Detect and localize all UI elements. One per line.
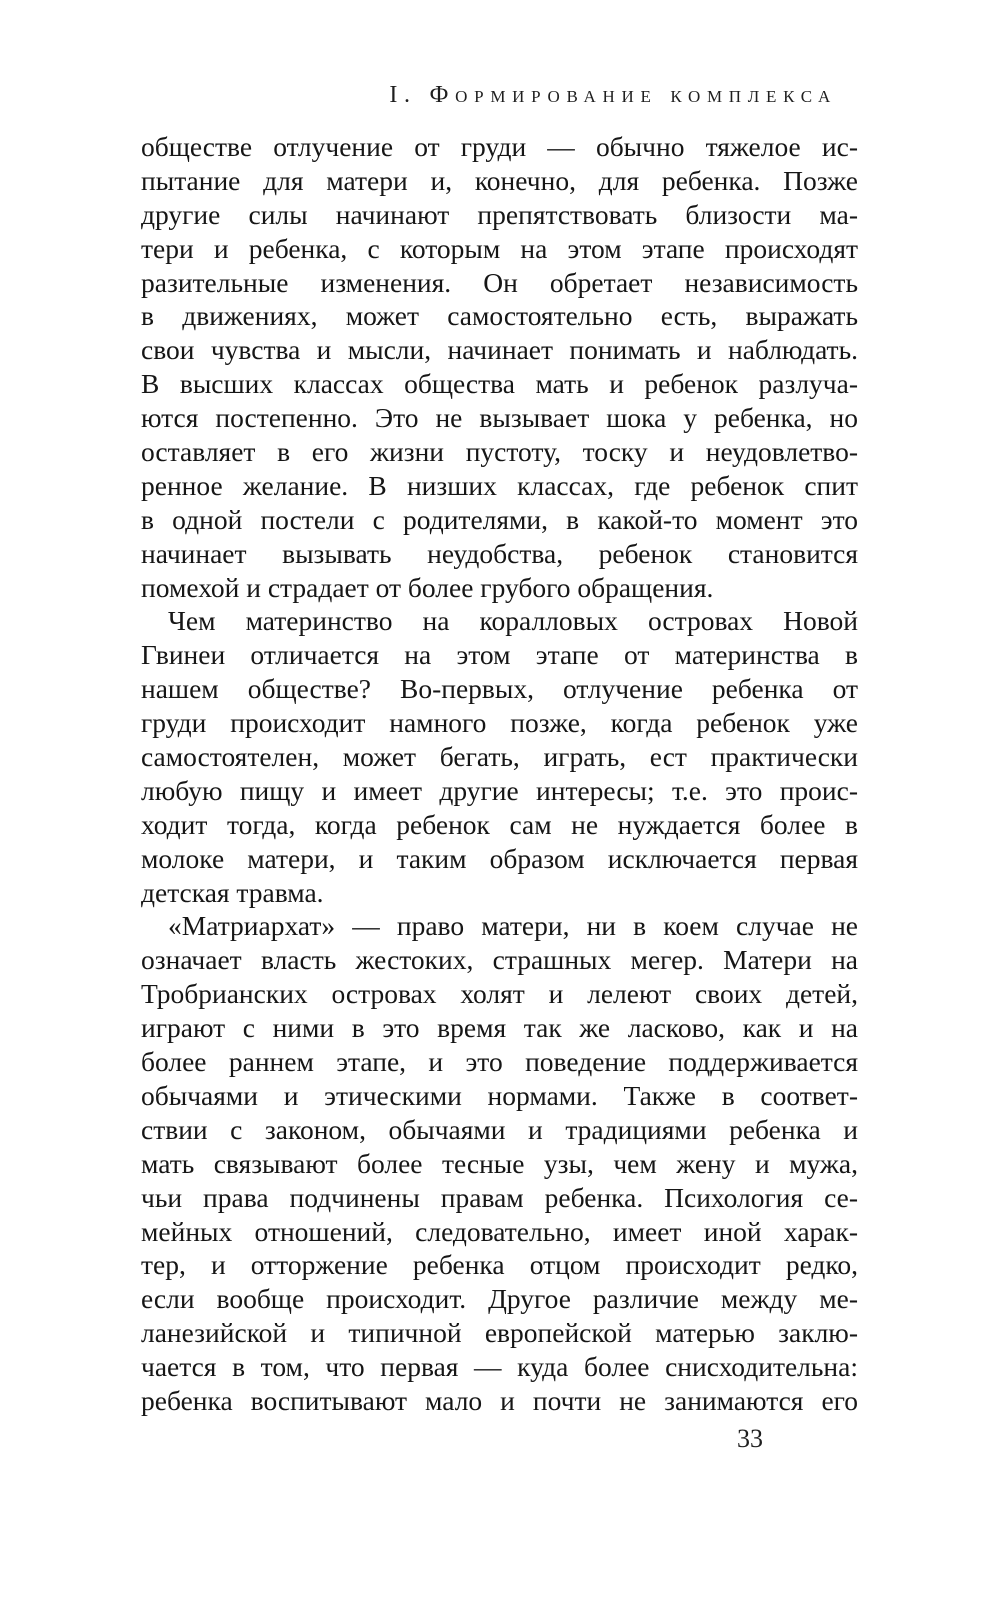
- text-line: Гвинеи отличается на этом этапе от материнства в: [141, 639, 858, 671]
- text-line: любую пищу и имеет другие интересы; т.е. это проис-: [141, 774, 858, 806]
- body-text: [141, 130, 858, 1418]
- text-line: чьи права подчинены правам ребенка. Психология се-: [141, 1181, 858, 1213]
- text-line: ствии с законом, обычаями и традициями ребенка и: [141, 1113, 858, 1145]
- text-line: нашем обществе? Во-первых, отлучение ребенка от: [141, 673, 858, 705]
- text-line: ребенка воспитывают мало и почти не занимаются его: [141, 1384, 858, 1416]
- text-line: чается в том, что первая — куда более снисходительна:: [141, 1351, 858, 1383]
- text-line: молоке матери, и таким образом исключается первая: [141, 842, 858, 874]
- text-line: В высших классах общества мать и ребенок разлуча-: [141, 368, 858, 400]
- text-line: обществе отлучение от груди — обычно тяжелое ис-: [141, 131, 858, 162]
- text-line: пытание для матери и, конечно, для ребенка. Позже: [141, 164, 858, 196]
- text-line: в одной постели с родителями, в какой-то момент это: [141, 503, 858, 535]
- text-line: более раннем этапе, и это поведение поддерживается: [141, 1046, 858, 1078]
- text-line: тери и ребенка, с которым на этом этапе происходят: [141, 232, 858, 264]
- text-line: если вообще происходит. Другое различие между ме-: [141, 1283, 858, 1315]
- text-line: Чем материнство на коралловых островах Новой: [168, 605, 858, 637]
- page-number: 33: [737, 1424, 763, 1453]
- text-line: ются постепенно. Это не вызывает шока у ребенка, но: [141, 402, 858, 434]
- text-line: в движениях, может самостоятельно есть, выражать: [141, 300, 858, 332]
- text-line: ланезийской и типичной европейской матерью заклю-: [141, 1317, 858, 1349]
- text-line: Тробрианских островах холят и лелеют своих детей,: [141, 978, 858, 1010]
- text-line: детская травма.: [141, 876, 324, 908]
- text-line: мейных отношений, следовательно, имеет иной харак-: [141, 1215, 858, 1247]
- text-line: свои чувства и мысли, начинает понимать и наблюдать.: [141, 334, 858, 366]
- text-line: разительные изменения. Он обретает независимость: [141, 266, 858, 298]
- text-line: груди происходит намного позже, когда ребенок уже: [141, 707, 858, 739]
- text-line: означает власть жестоких, страшных мегер. Матери на: [141, 944, 858, 976]
- text-line: самостоятелен, может бегать, играть, ест практически: [141, 741, 858, 773]
- text-line: «Матриархат» — право матери, ни в коем случае не: [168, 910, 858, 942]
- text-line: оставляет в его жизни пустоту, тоску и неудовлетво-: [141, 436, 858, 468]
- text-line: мать связывают более тесные узы, чем жену и мужа,: [141, 1147, 858, 1179]
- text-line: тер, и отторжение ребенка отцом происходит редко,: [141, 1249, 858, 1281]
- text-line: обычаями и этическими нормами. Также в соответ-: [141, 1079, 858, 1111]
- text-line: ходит тогда, когда ребенок сам не нуждается более в: [141, 808, 858, 840]
- text-line: другие силы начинают препятствовать близости ма-: [141, 198, 858, 230]
- text-line: играют с ними в это время так же ласково, как и на: [141, 1012, 858, 1044]
- text-line: помехой и страдает от более грубого обращения.: [141, 571, 714, 603]
- running-head: I. Формирование комплекса: [389, 82, 837, 108]
- text-line: ренное желание. В низших классах, где ребенок спит: [141, 469, 858, 501]
- text-line: начинает вызывать неудобства, ребенок становится: [141, 537, 858, 569]
